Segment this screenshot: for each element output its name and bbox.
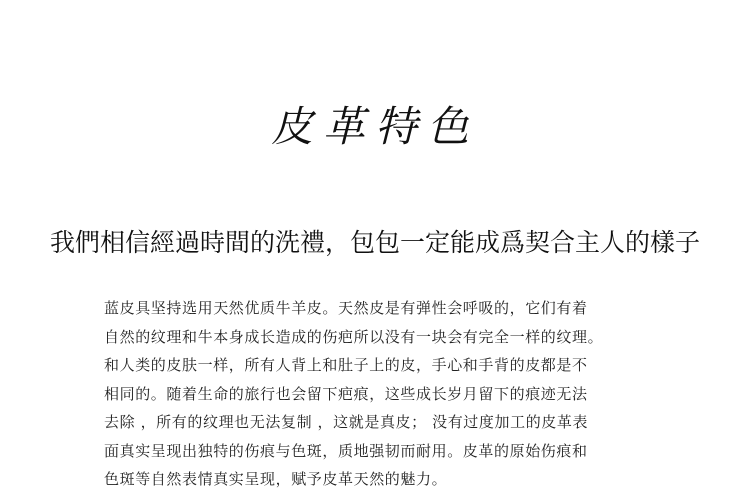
page-subtitle: 我們相信經過時間的洗禮，包包一定能成爲契合主人的樣子 [49,228,700,257]
body-line: 蓝皮具坚持选用天然优质牛羊皮。天然皮是有弹性会呼吸的，它们有着 [104,299,588,317]
body-line: 面真实呈现出独特的伤痕与色斑，质地强韧而耐用。皮革的原始伤痕和 [104,441,588,460]
body-line: 去除 ，所有的纹理也无法复制 ，这就是真皮； 没有过度加工的皮革表 [104,413,589,431]
body-line: 相同的。随着生命的旅行也会留下疤痕，这些成长岁月留下的痕迹无法 [104,384,588,403]
body-line: 色斑等自然表情真实呈现，赋予皮革天然的魅力。 [104,470,448,488]
page-title: 皮革特色 [270,102,479,151]
body-line: 自然的纹理和牛本身成长造成的伤疤所以没有一块会有完全一样的纹理。 [104,327,604,346]
body-line: 和人类的皮肤一样，所有人背上和肚子上的皮，手心和手背的皮都是不 [104,356,588,374]
body-paragraph [104,294,664,494]
